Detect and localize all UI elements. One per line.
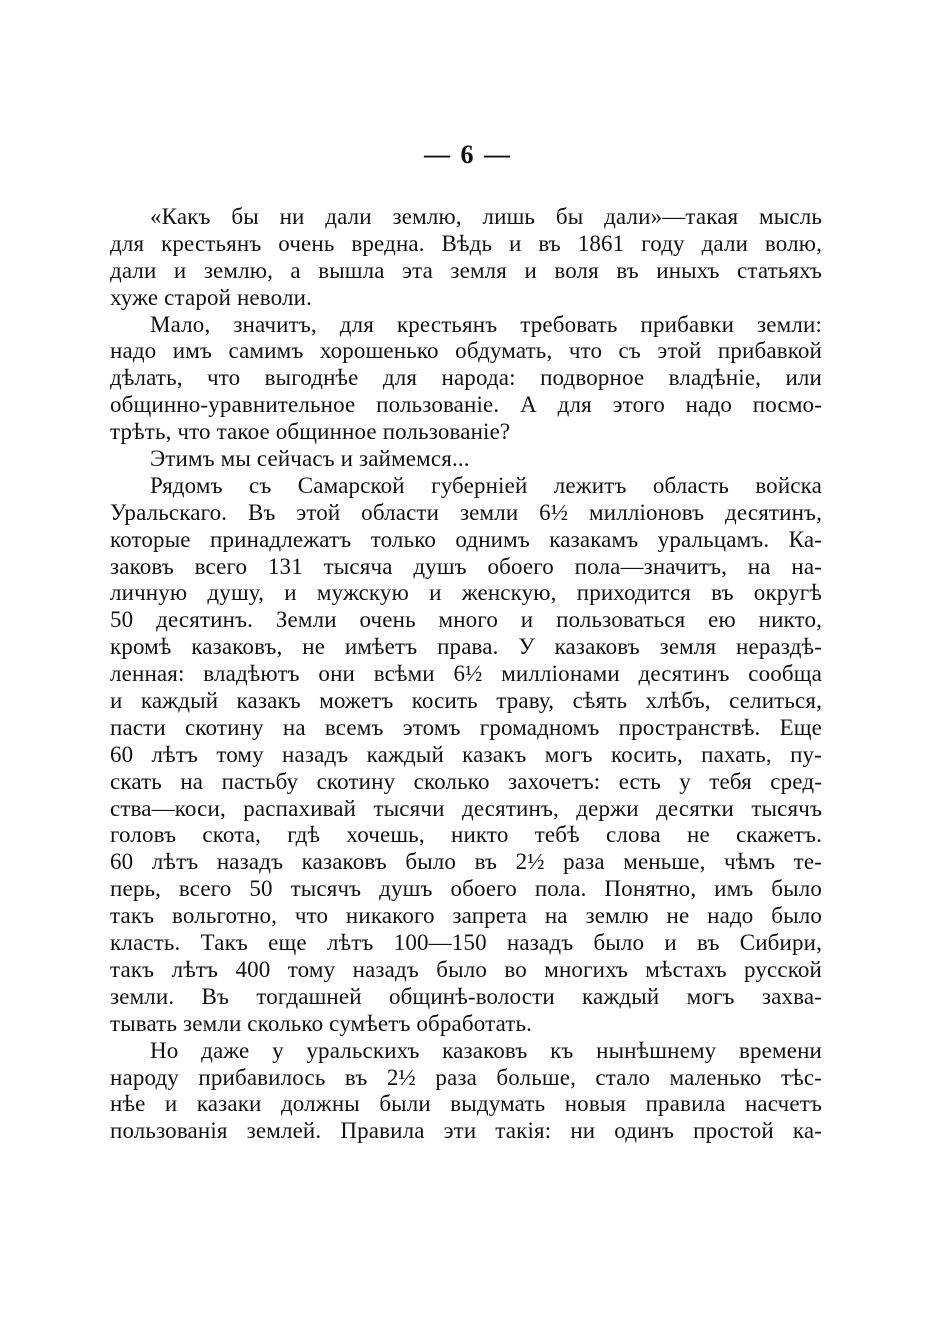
text-line: дали и землю, а вышла эта земля и воля въ иныхъ статьяхъ — [110, 257, 822, 283]
text-line: 60 лѣтъ назадъ казаковъ было въ 2½ раза меньше, чѣмъ те- — [110, 849, 822, 875]
text-line: дѣлать, что выгоднѣе для народа: подворное владѣніе, или — [110, 365, 822, 391]
text-line: ства—коси, распахивай тысячи десятинъ, держи десятки тысячъ — [110, 795, 822, 821]
text-line: хуже старой неволи. — [110, 284, 312, 310]
page-number: — 6 — — [424, 140, 512, 169]
text-line: надо имъ самимъ хорошенько обдумать, что съ этой прибавкой — [110, 338, 822, 364]
text-line: личную душу, и мужскую и женскую, приходится въ округѣ — [110, 580, 822, 606]
text-line: «Какъ бы ни дали землю, лишь бы дали»—такая мысль — [150, 204, 822, 229]
text-line: пасти скотину на всемъ этомъ громадномъ пространствѣ. Еще — [110, 714, 822, 740]
text-line: народу прибавилось въ 2½ раза больше, стало маленько тѣс- — [110, 1064, 822, 1090]
text-line: Но даже у уральскихъ казаковъ къ нынѣшнему времени — [150, 1037, 822, 1063]
text-line: ленная: владѣютъ они всѣми 6½ милліонами десятинъ сообща — [110, 661, 822, 687]
text-line: нѣе и казаки должны были выдумать новыя правила насчетъ — [110, 1091, 822, 1117]
text-line: и каждый казакъ можетъ косить траву, сѣять хлѣбъ, селиться, — [110, 688, 822, 714]
text-line: такъ лѣтъ 400 тому назадъ было во многихъ мѣстахъ русской — [110, 956, 822, 982]
text-line: общинно-уравнительное пользованіе. А для этого надо посмо- — [110, 392, 822, 418]
text-line: такъ вольготно, что никакого запрета на землю не надо было — [110, 903, 822, 929]
text-line: перь, всего 50 тысячъ душъ обоего пола. Понятно, имъ было — [110, 876, 822, 902]
text-line: кромѣ казаковъ, не имѣетъ права. У казаковъ земля нераздѣ- — [110, 634, 822, 660]
text-line: Уральскаго. Въ этой области земли 6½ милліоновъ десятинъ, — [110, 499, 822, 525]
text-line: Мало, значитъ, для крестьянъ требовать прибавки земли: — [150, 311, 822, 337]
text-line: пользованія землей. Правила эти такія: ни одинъ простой ка- — [110, 1118, 822, 1144]
text-line: заковъ всего 131 тысяча душъ обоего пола—значитъ, на на- — [110, 553, 822, 579]
text-line: для крестьянъ очень вредна. Вѣдь и въ 1861 году дали волю, — [110, 230, 822, 256]
text-line: класть. Такъ еще лѣтъ 100—150 назадъ было и въ Сибири, — [110, 930, 822, 956]
text-line: 60 лѣтъ тому назадъ каждый казакъ могъ косить, пахать, пу- — [110, 741, 822, 767]
text-line: Этимъ мы сейчасъ и займемся... — [150, 446, 470, 472]
text-line: земли. Въ тогдашней общинѣ-волости каждый могъ захва- — [110, 983, 822, 1009]
text-line: головъ скота, гдѣ хочешь, никто тебѣ слова не скажетъ. — [110, 822, 822, 848]
text-line: трѣть, что такое общинное пользованіе? — [110, 419, 511, 445]
text-line: скать на пастьбу скотину сколько захочетъ: есть у тебя сред- — [110, 768, 822, 794]
text-line: Рядомъ съ Самарской губерніей лежитъ область войска — [150, 472, 822, 498]
text-line: 50 десятинъ. Земли очень много и пользоваться ею никто, — [110, 607, 822, 633]
text-line: которые принадлежатъ только однимъ казакамъ уральцамъ. Ка- — [110, 526, 822, 552]
body-text — [110, 204, 822, 1145]
text-line: тывать земли сколько сумѣетъ обработать. — [110, 1010, 533, 1036]
